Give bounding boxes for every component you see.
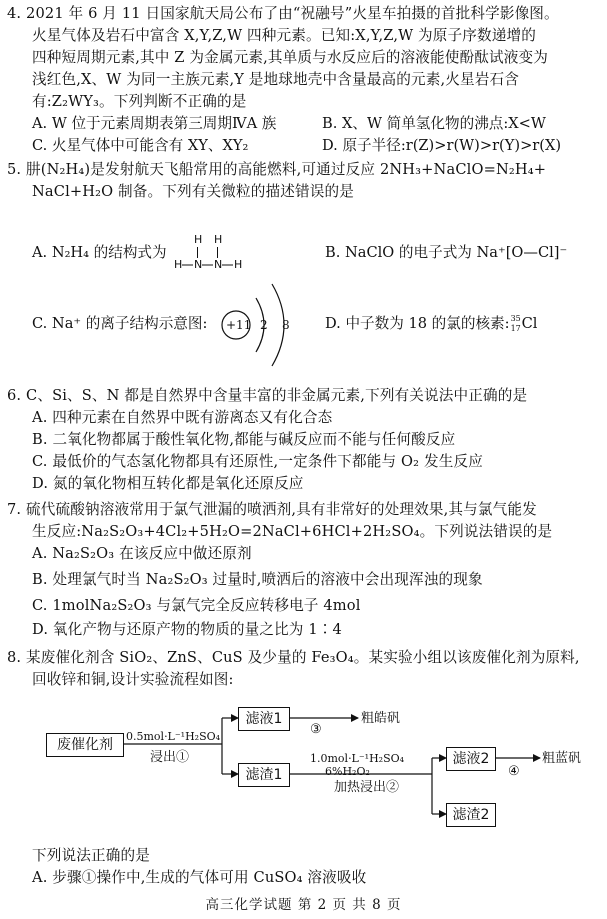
struct-h-top-left: H <box>194 233 203 246</box>
struct-h-left: H <box>174 258 183 271</box>
q4-option-d: D. 原子半径:r(Z)>r(W)>r(Y)>r(X) <box>322 137 562 154</box>
q4-line-3: 四种短周期元素,其中 Z 为金属元素,其单质与水反应后的溶液能使酚酞试液变为 <box>32 49 548 66</box>
struct-n-left: N <box>194 258 203 271</box>
q4-option-c: C. 火星气体中可能含有 XY、XY₂ <box>32 137 249 154</box>
q4-option-b: B. X、W 简单氢化物的沸点:X<W <box>322 115 546 132</box>
struct-h-right: H <box>234 258 243 271</box>
box-filtrate-1: 滤液1 <box>238 707 290 731</box>
q6-option-c: C. 最低价的气态氢化物都具有还原性,一定条件下都能与 O₂ 发生反应 <box>32 453 483 470</box>
q7-option-c: C. 1molNa₂S₂O₃ 与氯气完全反应转移电子 4mol <box>32 597 361 614</box>
page-footer: 高三化学试题 第 2 页 共 8 页 <box>205 897 402 913</box>
q8-stem-2: 下列说法正确的是 <box>32 847 150 864</box>
box-filtrate-2: 滤液2 <box>446 747 496 771</box>
q5-line-2: NaCl+H₂O 制备。下列有关微粒的描述错误的是 <box>32 183 354 200</box>
q7-option-d: D. 氧化产物与还原产物的物质的量之比为 1∶4 <box>32 621 342 638</box>
reagent-2a-label: 1.0mol·L⁻¹H₂SO₄ <box>310 752 405 765</box>
q5-option-b: B. NaClO 的电子式为 Na⁺[O—Cl]⁻ <box>325 244 568 261</box>
step-2-label: 加热浸出② <box>334 780 400 795</box>
q5-option-a: A. N₂H₄ 的结构式为 <box>32 244 167 261</box>
box-waste-catalyst: 废催化剂 <box>46 733 124 757</box>
q5-option-c: C. Na⁺ 的离子结构示意图: <box>32 315 208 332</box>
n2h4-bonds <box>182 247 233 265</box>
q5-option-d-text: D. 中子数为 18 的氯的核素: <box>325 315 510 332</box>
product-2-label: 粗蓝矾 <box>542 751 582 766</box>
step-1-label: 浸出① <box>150 750 190 765</box>
mass-number: 35 <box>510 314 521 323</box>
sodium-ion-shells <box>222 284 284 366</box>
q6-stem: 6. C、Si、S、N 都是自然界中含量丰富的非金属元素,下列有关说法中正确的是 <box>7 387 528 404</box>
q4-line-5: 有:Z₂WY₃。下列判断不正确的是 <box>32 93 247 110</box>
q6-option-d: D. 氮的氧化物相互转化都是氧化还原反应 <box>32 475 304 492</box>
struct-n-right: N <box>214 258 223 271</box>
struct-h-top-right: H <box>214 233 223 246</box>
step-4-label: ④ <box>508 764 520 779</box>
box-residue-1: 滤渣1 <box>238 763 290 787</box>
q8-line-2: 回收锌和铜,设计实验流程如图: <box>32 671 234 688</box>
q4-line-1: 4. 2021 年 6 月 11 日国家航天局公布了由“祝融号”火星车拍摄的首批科学影像图。 <box>7 5 559 22</box>
q8-line-1: 8. 某废催化剂含 SiO₂、ZnS、CuS 及少量的 Fe₃O₄。某实验小组以该废催化剂为原料, <box>7 649 580 666</box>
q7-line-1: 7. 硫代硫酸钠溶液常用于氯气泄漏的喷洒剂,具有非常好的处理效果,其与氯气能发 <box>7 501 537 518</box>
q5-line-1: 5. 肼(N₂H₄)是发射航天飞船常用的高能燃料,可通过反应 2NH₃+NaClO=N₂H₄+ <box>7 161 547 178</box>
product-1-label: 粗皓矾 <box>361 711 401 726</box>
reagent-2b-label: 6%H₂O₂ <box>325 765 370 778</box>
q7-option-b: B. 处理氯气时当 Na₂S₂O₃ 过量时,喷洒后的溶液中会出现浑浊的现象 <box>32 571 483 588</box>
shell-1-electrons: 2 <box>260 318 268 332</box>
q4-line-2: 火星气体及岩石中富含 X,Y,Z,W 四种元素。已知:X,Y,Z,W 为原子序数递增的 <box>32 27 537 44</box>
q6-option-b: B. 二氧化物都属于酸性氧化物,都能与碱反应而不能与任何酸反应 <box>32 431 456 448</box>
step-3-label: ③ <box>310 722 322 737</box>
shell-2-electrons: 8 <box>282 318 290 332</box>
box-residue-2: 滤渣2 <box>446 803 496 827</box>
nucleus-charge: +11 <box>226 318 252 332</box>
q7-option-a: A. Na₂S₂O₃ 在该反应中做还原剂 <box>32 545 252 562</box>
q8-option-a: A. 步骤①操作中,生成的气体可用 CuSO₄ 溶液吸收 <box>32 869 367 886</box>
q6-option-a: A. 四种元素在自然界中既有游离态又有化合态 <box>32 409 333 426</box>
element-symbol: Cl <box>521 315 538 332</box>
q4-option-a: A. W 位于元素周期表第三周期ⅣA 族 <box>32 115 277 132</box>
atomic-number: 17 <box>510 324 521 333</box>
q4-line-4: 浅红色,X、W 为同一主族元素,Y 是地球地壳中含量最高的元素,火星岩石含 <box>32 71 519 88</box>
q7-line-2: 生反应:Na₂S₂O₃+4Cl₂+5H₂O=2NaCl+6HCl+2H₂SO₄。下列说法错误的是 <box>32 523 553 540</box>
reagent-1-label: 0.5mol·L⁻¹H₂SO₄ <box>126 730 221 743</box>
